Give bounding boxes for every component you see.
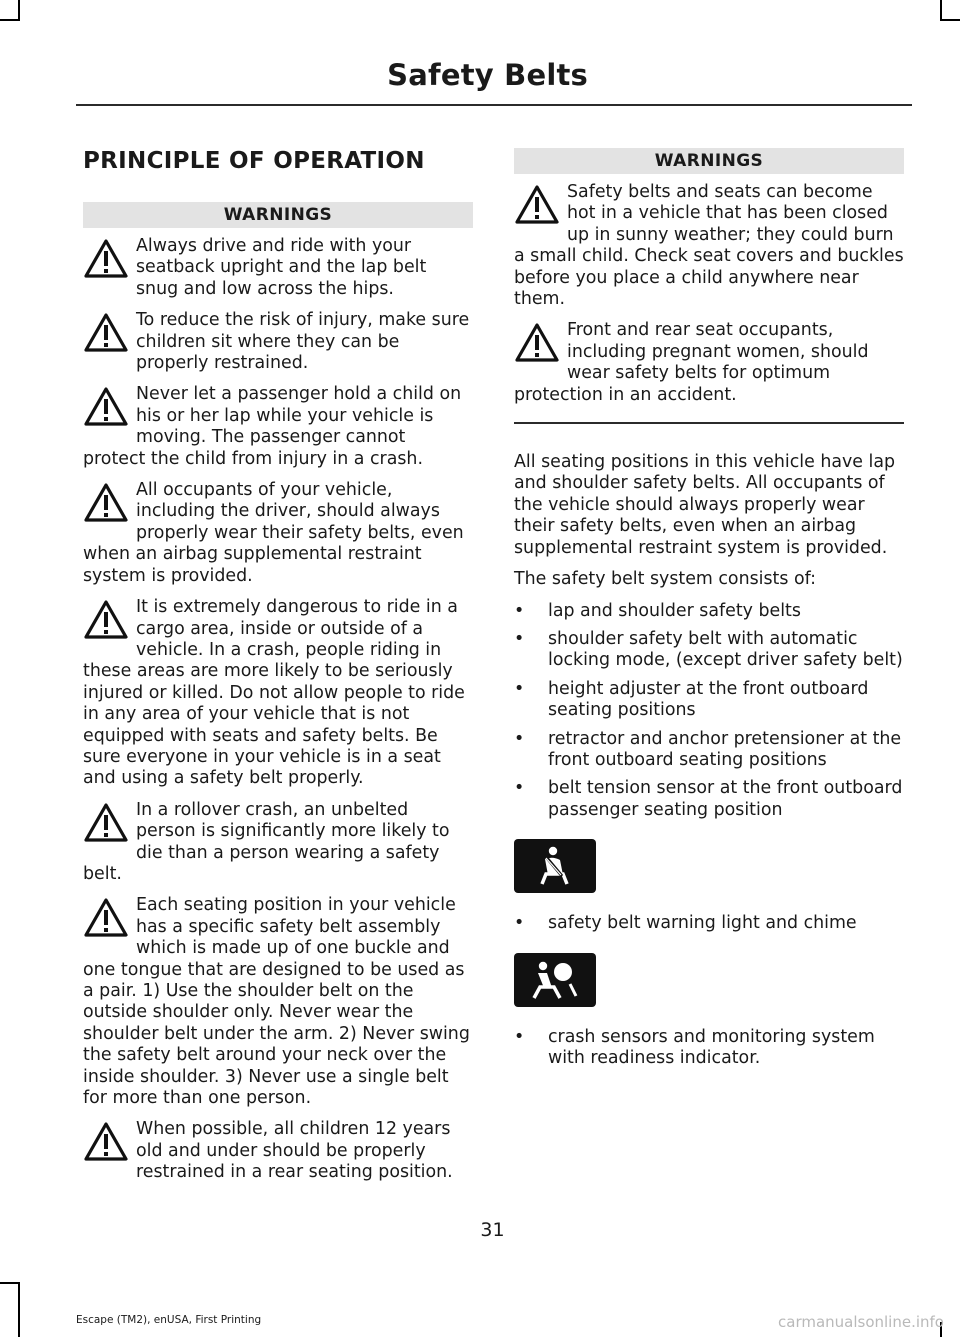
warning-item <box>83 597 473 790</box>
list-item: • retractor and anchor pretensioner at the front outboard seating positions <box>514 729 904 772</box>
warning-list <box>83 236 473 1184</box>
crop-mark <box>940 0 942 20</box>
warning-triangle-icon <box>83 897 129 939</box>
warning-text: Front and rear seat occupants, including pregnant women, should wear safety belts for optimum protection in an accident. <box>514 320 869 405</box>
list-item: • shoulder safety belt with automatic locking mode, (except driver safety belt) <box>514 629 904 672</box>
warning-item <box>83 895 473 1109</box>
warning-triangle-icon <box>83 238 129 280</box>
warning-list <box>514 182 904 406</box>
warning-item <box>83 236 473 300</box>
warning-triangle-icon <box>83 1121 129 1163</box>
warning-text: Safety belts and seats can become hot in a vehicle that has been closed up in sunny weather; they could burn a small child. Check seat covers and buckles before you place a child anywhere near them. <box>514 182 904 310</box>
warning-triangle-icon <box>83 802 129 844</box>
left-column <box>83 148 473 1194</box>
warning-item <box>83 1119 473 1183</box>
list-item: • lap and shoulder safety belts <box>514 601 904 622</box>
list-item: • safety belt warning light and chime <box>514 913 904 934</box>
warning-text: Never let a passenger hold a child on his or her lap while your vehicle is moving. The passenger cannot protect the child from injury in a crash. <box>83 384 462 469</box>
page-number: 31 <box>480 1219 505 1241</box>
airbag-readiness-icon <box>514 953 596 1007</box>
warning-triangle-icon <box>514 184 560 226</box>
warning-text: Always drive and ride with your seatback upright and the lap belt snug and low across the hips. <box>136 236 427 299</box>
warning-item <box>83 480 473 587</box>
component-list <box>514 913 904 934</box>
warning-text: It is extremely dangerous to ride in a cargo area, inside or outside of a vehicle. In a crash, people riding in these areas are more likely to be seriously injured or killed. Do not allow people to ride in any area of your vehicle that is not equipped with seats and safety belts. Be sure everyone in your vehicle is in a seat and using a safety belt properly. <box>83 597 465 789</box>
warning-item <box>514 320 904 406</box>
warning-item <box>514 182 904 310</box>
warnings-header: WARNINGS <box>514 148 904 174</box>
list-item: • belt tension sensor at the front outboard passenger seating position <box>514 778 904 821</box>
crop-mark <box>18 0 20 20</box>
component-list <box>514 1027 904 1070</box>
warning-item <box>83 310 473 374</box>
header-divider <box>76 104 912 106</box>
warning-text: When possible, all children 12 years old and under should be properly restrained in a rear seating position. <box>136 1119 453 1183</box>
list-item: • crash sensors and monitoring system with readiness indicator. <box>514 1027 904 1070</box>
crop-mark <box>940 19 960 21</box>
warning-triangle-icon <box>83 599 129 641</box>
list-item: • height adjuster at the front outboard seating positions <box>514 679 904 722</box>
watermark: carmanualsonline.info <box>778 1313 944 1331</box>
warning-text: In a rollover crash, an unbelted person is significantly more likely to die than a person wearing a safety belt. <box>83 799 450 884</box>
warnings-header: WARNINGS <box>83 202 473 228</box>
warning-item <box>83 384 473 470</box>
warning-triangle-icon <box>514 322 560 364</box>
warning-triangle-icon <box>83 386 129 428</box>
warning-text: To reduce the risk of injury, make sure children sit where they can be properly restrained. <box>136 310 470 374</box>
seatbelt-warning-icon <box>514 839 596 893</box>
warning-triangle-icon <box>83 482 129 524</box>
warning-text: All occupants of your vehicle, including the driver, should always properly wear their safety belts, even when an airbag supplemental restraint system is provided. <box>83 480 464 586</box>
warning-text: Each seating position in your vehicle has a specific safety belt assembly which is made up of one buckle and one tongue that are designed to be used as a pair. 1) Use the shoulder belt on the outside shoulder only. Never wear the shoulder belt under the arm. 2) Never swing the safety belt around your neck over the inside shoulder. 3) Never use a single belt for more than one person. <box>83 895 470 1109</box>
edition-info: Escape (TM2), enUSA, First Printing <box>76 1314 262 1326</box>
component-list <box>514 601 904 822</box>
right-column <box>514 148 904 1076</box>
list-intro: The safety belt system consists of: <box>514 569 816 590</box>
crop-mark <box>0 1282 20 1284</box>
warning-item <box>83 800 473 886</box>
section-title: PRINCIPLE OF OPERATION <box>83 148 425 174</box>
paragraph: All seating positions in this vehicle have lap and shoulder safety belts. All occupants of the vehicle should always properly wear their safety belts, even when an airbag supplemental restraint system is provided. <box>514 452 896 558</box>
warnings-divider <box>514 422 904 424</box>
page-title: Safety Belts <box>387 58 588 92</box>
warning-triangle-icon <box>83 312 129 354</box>
crop-mark <box>18 1282 20 1337</box>
crop-mark <box>0 19 20 21</box>
